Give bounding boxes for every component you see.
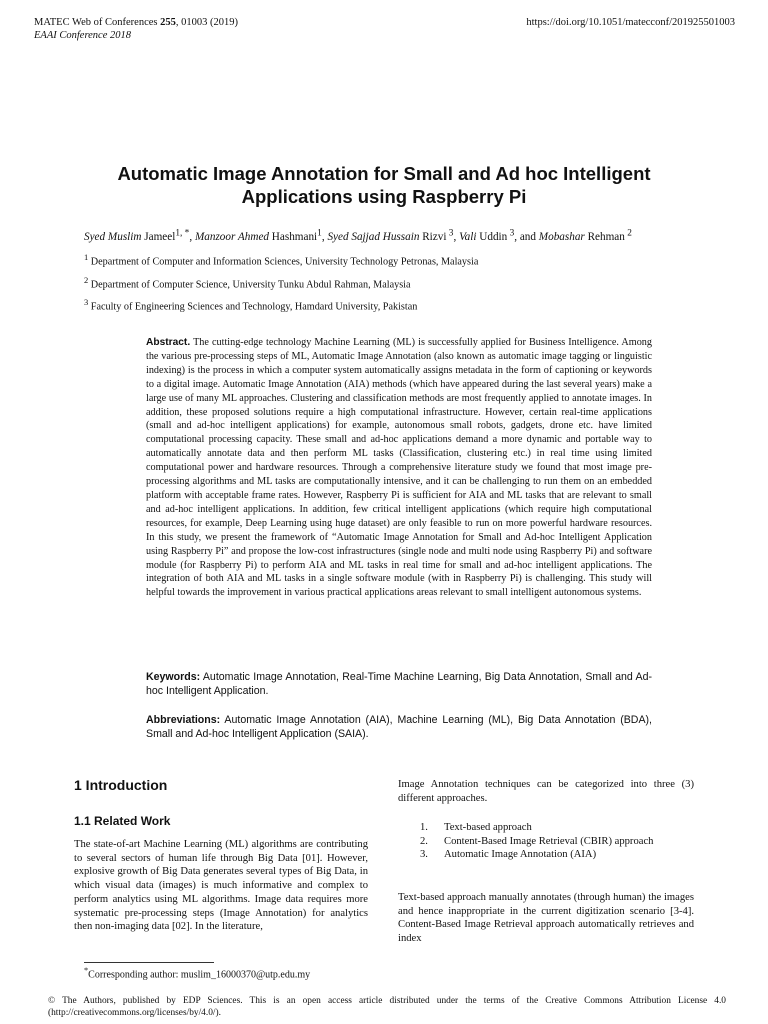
affiliation: $^3$ Faculty of Engineering Sciences and Technology, Hamdard University, Pakistan <box>84 297 418 313</box>
subsection-heading: 1.1 Related Work <box>74 814 171 828</box>
abbreviations <box>146 713 652 741</box>
corresponding-author-footnote: *Corresponding author: muslim_16000370@utp.edu.my <box>84 966 311 981</box>
abstract <box>146 336 652 600</box>
affiliation: $^1$ Department of Computer and Information Sciences, University Technology Petronas, Malaysia <box>84 252 479 268</box>
keywords-label: Keywords: <box>146 671 201 683</box>
author: Vali Uddin $^3$, and <box>459 228 539 243</box>
journal-header: MATEC Web of Conferences 255, 01003 (2019) <box>34 17 238 28</box>
author: Mobashar Rehman $^2$ <box>538 228 632 243</box>
right-column-intro: Image Annotation techniques can be categorized into three (3) different approaches. <box>398 779 694 804</box>
footnote-divider <box>84 962 214 963</box>
section-heading: 1 Introduction <box>74 777 168 793</box>
affiliation: $^2$ Department of Computer Science, University Tunku Abdul Rahman, Malaysia <box>84 275 411 291</box>
author: Syed Muslim Jameel$^{1, *}$, <box>84 228 195 243</box>
keywords-text: Automatic Image Annotation, Real-Time Machine Learning, Big Data Annotation, Small and Ad-hoc Intelligent Application. <box>146 671 652 697</box>
abbreviations-text: Automatic Image Annotation (AIA), Machine Learning (ML), Big Data Annotation (BDA), Small and Ad-hoc Intelligent Application (SAIA). <box>146 714 652 740</box>
list-item: 2. Content-Based Image Retrieval (CBIR) approach <box>420 835 654 847</box>
abstract-text: The cutting-edge technology Machine Learning (ML) is successfully applied for Business Intelligence. Among the various pre-processing steps of ML, Automatic Image Annotation (also known as automatic image tagging or linguistic indexing) is the process in which a computer system automatically assigns metadata in the form of captioning or keywords to a digital image. Automatic Image Annotation (AIA) methods (which have appeared during the last several years) make a large use of many ML approaches. Clustering and classification methods are most frequently applied to annotate images. In addition, these proposed solutions require a high computational infrastructure. However, certain real-time applications (small and ad-hoc intelligent applications) for example, autonomous small robots, gadgets, drone etc. have limited computational processing capacity. These small and ad-hoc applications demand a more dynamic and portable way to automatically annotate data and then perform ML tasks (Classification, clustering etc.) in real time using limited computational power and hardware resources. Through a comprehensive literature study we found that most image pre-processing algorithms and ML tasks are computationally intensive, and it can be challenging to run them on an embedded platform with acceptable frame rates. However, Raspberry Pi is sufficient for AIA and ML tasks that are relevant to small and ad-hoc intelligent applications. In addition, few critical intelligent applications (which require high computational resources, for example, Deep Learning using huge dataset) are only feasible to run on more powerful hardware resources. In this study, we present the framework of “Automatic Image Annotation for Small and Ad-hoc Intelligent Application using Raspberry Pi” and propose the low-cost infrastructures (single node and multi node using Raspberry Pi) and software module (for Raspberry Pi) to perform AIA and ML tasks in real time for small and ad-hoc intelligent applications. The integration of both AIA and ML tasks in a single software module (with in Raspberry Pi) is challenging. This study will helpful towards the improvement in various practical applications areas relevant to small intelligent autonomous systems. <box>146 337 652 599</box>
right-column-paragraph: Text-based approach manually annotates (through human) the images and hence inappropriate in the current digitization scenario [3-4]. Content-Based Image Retrieval approach automatically retrieves and index <box>398 892 694 945</box>
author: Manzoor Ahmed Hashmani$^1$, <box>194 228 328 243</box>
author: Syed Sajjad Hussain Rizvi $^3$, <box>327 228 460 243</box>
approaches-list <box>398 821 694 862</box>
abbreviations-label: Abbreviations: <box>146 714 221 726</box>
journal-volume: 255 <box>160 17 176 28</box>
conference-name: EAAI Conference 2018 <box>34 30 131 41</box>
left-column-paragraph: The state-of-art Machine Learning (ML) algorithms are contributing to several sectors of human life through Big Data [01]. However, explosive growth of Big Data generates several types of Big Data, in which visual data (images) is much informative and complex to perform analytics using ML algorithms. Image data requires more systematic pre-processing steps (Image Annotation) for analytics then non-imaging data [02]. In the literature, <box>74 839 368 933</box>
license-notice: © The Authors, published by EDP Sciences. This is an open access article distributed under the terms of the Creative Commons Attribution License 4.0 (http://creativecommons.org/licenses/by/4.0/). <box>48 996 726 1018</box>
list-item: 1. Text-based approach <box>420 822 532 833</box>
paper-title: Automatic Image Annotation for Small and Ad hoc Intelligent Applications using Raspberry Pi <box>117 163 651 207</box>
list-item: 3. Automatic Image Annotation (AIA) <box>420 849 597 861</box>
keywords <box>146 670 652 698</box>
author-list <box>84 228 632 243</box>
doi-link[interactable]: https://doi.org/10.1051/matecconf/201925501003 <box>526 17 735 28</box>
abstract-label: Abstract. <box>146 337 191 348</box>
